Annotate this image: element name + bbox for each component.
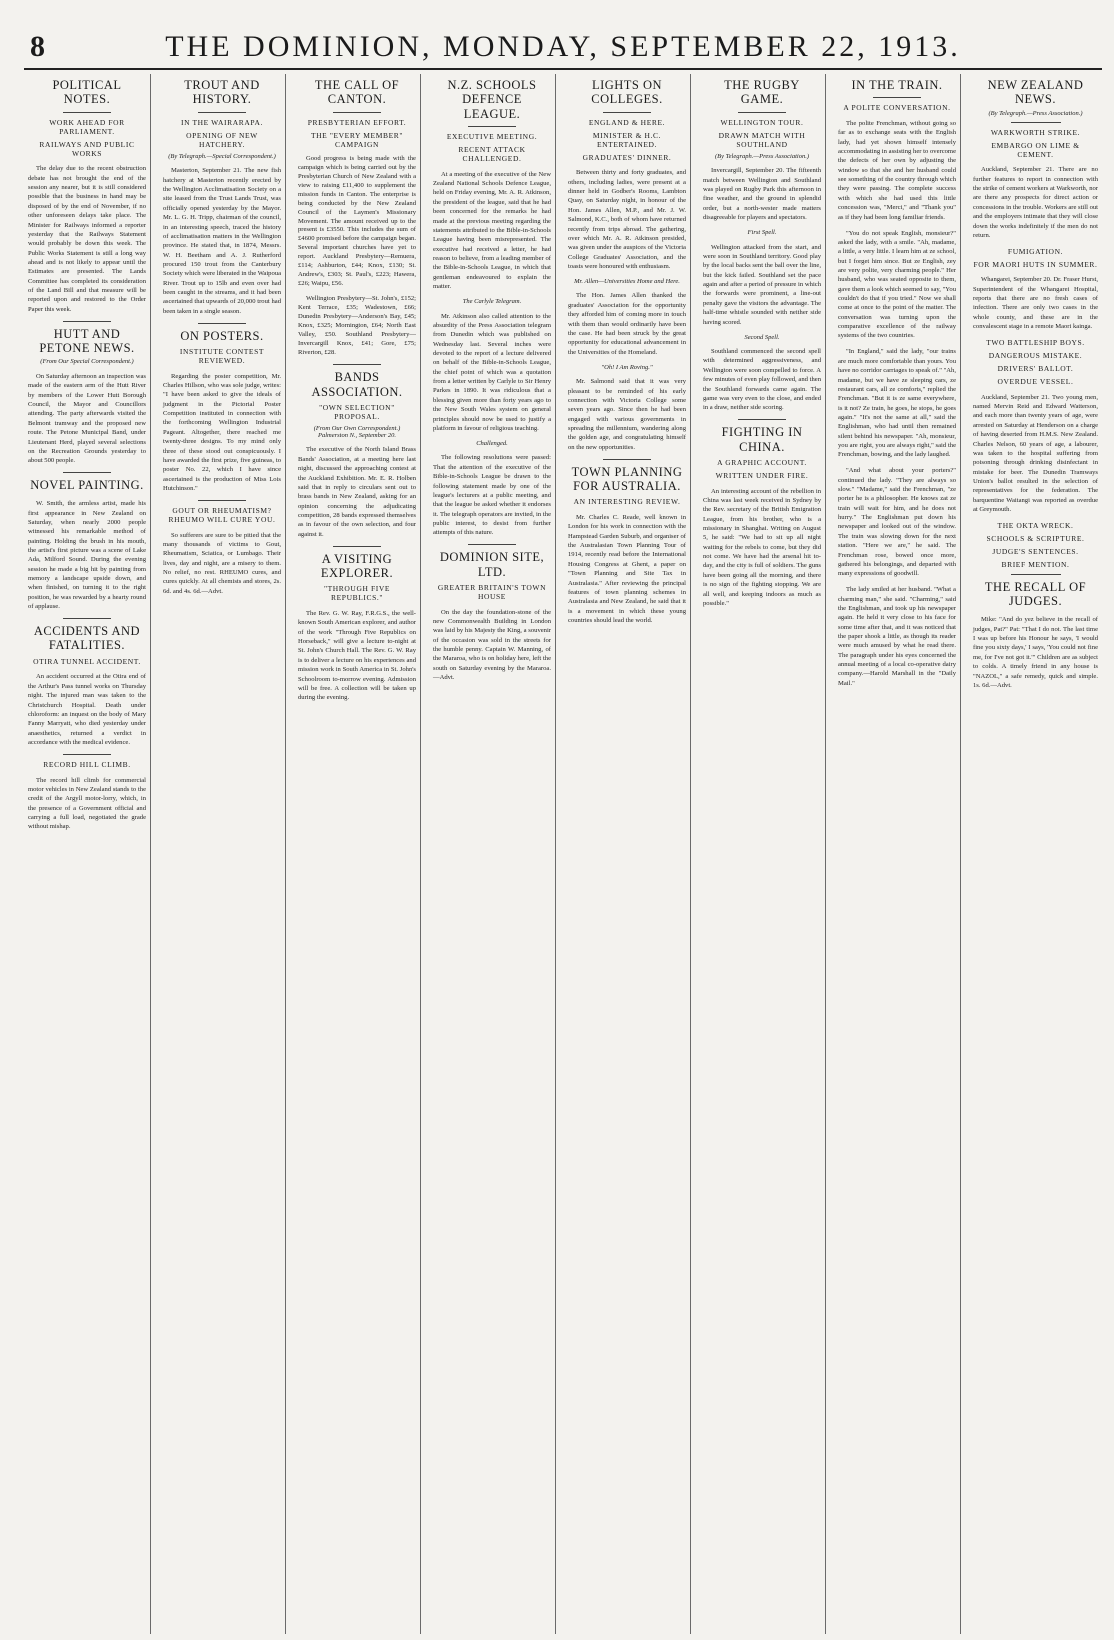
headline: THE RECALL OF JUDGES. — [984, 580, 1087, 609]
subheadline: WARKWORTH STRIKE. — [990, 127, 1081, 137]
section-heading: The Carlyle Telegram. — [462, 297, 522, 305]
subheadline: PRESBYTERIAN EFFORT. — [307, 117, 407, 127]
subheadline: SCHOOLS & SCRIPTURE. — [986, 534, 1085, 544]
subheadline: WORK AHEAD FOR PARLIAMENT. — [49, 117, 125, 136]
article-body: Wellington attacked from the start, and were soon in Southland territory. Good play by the local backs sent the ball over the line, but the kick failed. Southland set the pace again and after a period of pressure in which the forwards were prominent, a line-out penalty gave the visitors the advantage. The half-time whistle sounded with neither side having scored. — [703, 243, 821, 326]
divider — [63, 321, 110, 322]
advertisement-body: So sufferers are sure to be pitied that the many thousands of victims to Gout, Rheumatism, Sciatica, or Lumbago. Their lives, day and night, are a misery to them. No relief, no rest. RHEUMO cures, and cures quickly. At all chemists and stores, 2s. 6d. and 4s. 6d.—Advt. — [163, 531, 281, 595]
article-body: W. Smith, the armless artist, made his first appearance in New Zealand on Saturday, when nearly 2000 people witnessed his remarkable method of painting. Holding the brush in his mouth, the artist's first picture was a scene of Lake Ada, Milford Sound. During the evening session he made a big hit by painting from memory a landscape upside down, and when finished, on turning it to the right position, he was rewarded by a hearty round of applause. — [28, 500, 146, 611]
divider — [873, 97, 920, 98]
headline: N.Z. SCHOOLS DEFENCE LEAGUE. — [447, 78, 537, 121]
headline: A VISITING EXPLORER. — [320, 551, 394, 581]
article-body: "And what about your porters?" continued the lady. "They are always so slow." "Madame," said the Frenchman, "ze porter he is a philosopher. He knows zat ze train will wait for him, and he does not hurry." The Englishman put down his newspaper and looked out of the window. The train was slowing down for the next station. "Here we are," he said. The Frenchman rose, bowed once more, gathered his belongings, and departed with many expressions of goodwill. — [838, 467, 956, 578]
divider — [333, 364, 380, 365]
headline: POLITICAL NOTES. — [52, 78, 122, 107]
byline: (From Our Special Correspondent.) — [40, 358, 134, 366]
headline: IN THE TRAIN. — [851, 78, 943, 92]
headline: THE CALL OF CANTON. — [314, 78, 400, 107]
section-heading: "Oh! I Am Roving." — [601, 363, 653, 371]
section-heading: Mr. Allen—Universities Home and Here. — [574, 277, 680, 285]
newspaper-banner: THE DOMINION, MONDAY, SEPTEMBER 22, 1913. — [165, 30, 961, 63]
byline: (From Our Own Correspondent.) Palmerston N., September 20. — [313, 424, 401, 439]
advertisement-heading: GOUT OR RHEUMATISM? RHEUMO WILL CURE YOU. — [168, 505, 276, 524]
divider — [63, 472, 110, 473]
subheadline: INSTITUTE CONTEST REVIEWED. — [179, 347, 265, 366]
article-body: Mike: "And do yez believe in the recall of judges, Pat?" Pat: "That I do not. The last time I was up before his Honour he says, 'I would fine you sixty days,' I says, 'You could not fine me, for I've not got it.'" Children are as subject to colds. A timely friend in any house is "NAZOL," a safe remedy, quick and simple. 1s. 6d.—Advt. — [973, 616, 1098, 689]
subheadline: THE "EVERY MEMBER" CAMPAIGN — [310, 130, 404, 149]
divider — [468, 544, 515, 545]
subheadline: GRADUATES' DINNER. — [582, 152, 672, 162]
divider — [63, 618, 110, 619]
subheadline: "OWN SELECTION" PROPOSAL. — [319, 402, 395, 421]
column-trout-and-history — [159, 74, 286, 1634]
subheadline: DRIVERS' BALLOT. — [997, 364, 1074, 374]
subheadline: MINISTER & H.C. ENTERTAINED. — [592, 130, 662, 149]
column-new-zealand-news — [969, 74, 1102, 1634]
article-body: Masterton, September 21. The new fish hatchery at Masterton recently erected by the Wellington Acclimatisation Society on a site leased from the Trust Lands Trust, was officially opened yesterday by the Mayor. Mr. L. G. H. Tripp, chairman of the council, in an interesting speech, traced the history of acclimatisation matters in the Wellington province. He stated that, in 1874, Messrs. W. H. Beetham and A. J. Rutherford procured 150 trout from the Canterbury Society which were liberated in the Waipoua River. Trout up to 15lb and even over had been caught in the streams, and it had been ascertained that upwards of 20,000 trout had been taken in a single season. — [163, 167, 281, 315]
headline: FIGHTING IN CHINA. — [721, 425, 803, 454]
article-body: Wellington Presbytery—St. John's, £152; Kent Terrace, £35; Wadestown, £66; Dunedin Presbytery—Anderson's Bay, £45; Knox, £325; Mornington, £64; North East Valley, £50. Southland Presbytery—Invercargill Knox, £41; Gore, £75; Riverton, £28. — [298, 295, 416, 356]
page-number: 8 — [30, 30, 45, 63]
headline: THE RUGBY GAME. — [724, 78, 800, 107]
subheadline: RECENT ATTACK CHALLENGED. — [458, 145, 526, 164]
headline: NOVEL PAINTING. — [30, 478, 144, 493]
article-body: The polite Frenchman, without going so far as to exchange seats with the English lady, had yet shown himself intensely accommodating in assisting her to overcome the defects of her own by adjusting the window so that she and her husband could see something of the country through which they were passing. The complete success with which she had used this little concession was, "Merci," and "Thank you" as if they had been long familiar friends. — [838, 119, 956, 221]
article-body: Auckland, September 21. There are no further features to report in connection with the strike of cement workers at Warkworth, nor are there any prospects for direct action or concessions in the trouble. Workers are still out and the employers intimate that they will close down the works indefinitely if the men do not return. — [973, 166, 1098, 239]
subheadline: OVERDUE VESSEL. — [997, 377, 1074, 387]
subheadline: WRITTEN UNDER FIRE. — [715, 470, 809, 480]
subheadline: EXECUTIVE MEETING. — [446, 132, 538, 142]
column-in-the-train — [834, 74, 961, 1634]
divider — [198, 112, 245, 113]
headline: HUTT AND PETONE NEWS. — [39, 326, 135, 356]
divider — [333, 112, 380, 113]
subheadline: EMBARGO ON LIME & CEMENT. — [991, 140, 1080, 159]
column-lights-on-colleges — [564, 74, 691, 1634]
article-body: "You do not speak English, monsieur?" asked the lady, with a smile. "Ah, madame, a little, a very little. I learn him at ze school, but I forget him since. But ze English, zey are very polite, very charming people." Her husband, who was seated opposite to them, gave them a look which seemed to say, "You couldn't do that if you tried." Now we shall come at once to the point of the matter. The conversation was turning upon the comparative excellence of the railway systems of the two countries. — [838, 229, 956, 340]
article-body: Southland commenced the second spell with determined aggressiveness, and Wellington were soon compelled to force. A few minutes of even play followed, and then the Southland forwards came again. The game was very even to the close, and ended in a draw, neither side scoring. — [703, 348, 821, 412]
subheadline: IN THE WAIRARAPA. — [181, 117, 263, 127]
subheadline: DANGEROUS MISTAKE. — [988, 351, 1083, 361]
article-body: Mr. Charles C. Reade, well known in London for his work in connection with the Hampstead Garden Suburb, and organiser of the Australasian Town Planning Tour of 1914, recently read before the International Housing Congress at Ghent, a paper on "Town Planning and Site Tax in Australasia." After reviewing the principal features of town planning schemes in Australasia and New Zealand, he said that it is a movement in which these young countries should lead the world. — [568, 514, 686, 624]
article-body: Good progress is being made with the campaign which is being carried out by the Presbyterian Church of New Zealand with a view to raising £11,400 to supplement the mission funds in Canton. The enterprise is being conducted by the New Zealand Council of the Laymen's Missionary Movement. The amount received up to the present is £3550. This includes the sum of £4600 promised before the campaign began. Several important churches have yet to report. Auckland Presbytery—Remuera, £114; Ashburton, £44; Knox, £130; St. Andrew's, £303; St. Paul's, £223; Hawera, £26; Waipu, £56. — [298, 155, 416, 287]
subheadline: A GRAPHIC ACCOUNT. — [717, 457, 807, 467]
article-body: The Rev. G. W. Ray, F.R.G.S., the well-known South American explorer, and author of the work "Through Five Republics on Horseback," will give a lecture to-night at St. John's Church Hall. The Rev. G. W. Ray is to deliver a lecture on his experiences and mission work in South America in St. John's Schoolroom to-morrow evening. Admission will be free. A collection will be taken up during the evening. — [298, 610, 416, 702]
divider — [1011, 574, 1061, 575]
subheadline: JUDGE'S SENTENCES. — [992, 547, 1079, 557]
subheadline: FUMIGATION. — [1007, 246, 1064, 256]
subheadline: RECORD HILL CLIMB. — [43, 759, 131, 769]
article-body: On Saturday afternoon an inspection was made of the eastern arm of the Hutt River by members of the Lower Hutt Borough Council, the Mayor and Councillors attending. The party afterwards visited the Belmont tramway and the proposed new route. The Petone Municipal Band, under Lieutenant Herd, played several selections on the Recreation Grounds yesterday to about 500 people. — [28, 373, 146, 465]
headline: ACCIDENTS AND FATALITIES. — [33, 624, 141, 653]
divider — [63, 112, 110, 113]
article-body: The Hon. James Allen thanked the graduates' Association for the opportunity they afforded him of coming more in touch with them than would ordinarily have been the case. He had been struck by the great opportunity for educational advancement in the Universities of the Homeland. — [568, 292, 686, 356]
article-body: Invercargill, September 20. The fifteenth match between Wellington and Southland was played on Rugby Park this afternoon in fine weather, and the ground in splendid order, but a north-wester made matters disagreeable for players and spectators. — [703, 167, 821, 222]
subheadline: "THROUGH FIVE REPUBLICS." — [323, 584, 391, 603]
headline: ON POSTERS. — [180, 328, 264, 343]
subheadline: WELLINGTON TOUR. — [720, 117, 804, 127]
article-body: Mr. Salmond said that it was very pleasant to be reminded of his early connection with Victoria College some seven years ago. Since then he had been engaged with various governments in spreading the millennium, wandering along the golden age, and congratulating himself on the new opportunities. — [568, 378, 686, 451]
subheadline: THE OKTA WRECK. — [997, 521, 1074, 531]
divider — [198, 323, 245, 324]
divider — [603, 112, 650, 113]
article-body: The record hill climb for commercial motor vehicles in New Zealand stands to the credit of the Argyll motor-lorry, which, in the presence of a Government official and carrying a full load, negotiated the grade without mishap. — [28, 776, 146, 831]
column-rugby-game — [699, 74, 826, 1634]
article-body: The lady smiled at her husband. "What a charming man," she said. "Charming," said the Englishman, and took up his newspaper again. He held it very close to his face for some time after that, and it was noticed that the paper shook a little, as though its reader were much amused by what he read there. The paragraph under his eyes concerned the annual meeting of a local co-operative dairy company.—Harold Marshall in the "Daily Mail." — [838, 586, 956, 687]
section-heading: Challenged. — [476, 439, 508, 447]
article-body: Mr. Atkinson also called attention to the absurdity of the Press Association telegram from Dunedin which was published on Wednesday last. Several inches were devoted to the report of a lecture delivered on behalf of the Bible-in-Schools League, the chief point of which was a quotation from a letter written by Carlyle to Sir Henry Parkes in 1890. It was ridiculous that a blessing given more than forty years ago to the New South Wales system on general principles should now be used to justify a platform in favour of religious teaching. — [433, 312, 551, 432]
subheadline: ENGLAND & HERE. — [588, 117, 666, 127]
subheadline: BRIEF MENTION. — [1001, 560, 1070, 570]
divider — [333, 546, 380, 547]
section-heading: First Spell. — [747, 229, 777, 237]
article-body: Auckland, September 21. Two young men, named Mervin Reid and Edward Watterson, and each more than twenty years of age, were arrested on Saturday at Henderson on a charge of having deserted from H.M.S. New Zealand. Charles Nelson, 60 years of age, a labourer, was taken to the hospital suffering from poisoning through drinking disinfectant in mistake for beer. The Dunedin Tramways Union's ballot resulted in the selection of representatives for the federation. The barquentine Waitangi was reported as overdue at Greymouth. — [973, 393, 1098, 514]
article-body: Between thirty and forty graduates, and others, including ladies, were present at a dinner held in Godber's Rooms, Lambton Quay, on Saturday night, in honour of the Hon. James Allen, M.P., and Mr. J. W. Salmond, K.C., both of whom have returned recently from trips abroad. The gathering, over which Mr. A. R. Atkinson presided, was given under the auspices of the Victoria College Graduates' Association, and the toasts were honoured with enthusiasm. — [568, 169, 686, 270]
divider — [738, 112, 785, 113]
article-body: "In England," said the lady, "our trains are much more comfortable than yours. You have no corridor carriages to speak of." "Ah, madame, but we have ze sleeping cars, ze restaurant cars, all ze comforts," replied the Frenchman. "But it is ze same everywhere, is it not? Ze train, he goes, he stops, he goes again." "It's not the same at all," said the Englishman, who had until then remained silent behind his newspaper. "Ah, monsieur, you are right, you are always right," said the Frenchman, bowing, and the lady laughed. — [838, 348, 956, 459]
subheadline: DRAWN MATCH WITH SOUTHLAND — [718, 130, 806, 149]
article-body: An accident occurred at the Otira end of the Arthur's Pass tunnel works on Thursday night. The injured man was taken to the Christchurch Hospital. Death under chloroform: an inquest on the body of Mary Fanny Marryatt, who died yesterday under anaesthetics, returned a verdict in accordance with the medical evidence. — [28, 673, 146, 746]
divider — [198, 500, 245, 501]
article-body: Regarding the poster competition, Mr. Charles Hillson, who was sole judge, writes: "I have been asked to give the ideals of judgment in the Pictorial Poster Competition instituted in connection with the forthcoming Wellington Industrial Pageant. Altogether, there reached me twenty-three designs. To my mind only three of these stood out conspicuously. I have awarded the first prize, five guineas, to poster No. 22, which I have since ascertained is the production of Miss Lois Hutchinson." — [163, 372, 281, 492]
article-body: The following resolutions were passed: That the attention of the executive of the Bible-in-Schools League be drawn to the following statement made by one of the league's lecturers at a public meeting, and that the league be asked whether it endorses it. The telegraph operators are invited, in the public interest, to desist from further attempts of this nature. — [433, 454, 551, 537]
subheadline: OPENING OF NEW HATCHERY. — [186, 130, 258, 149]
subheadline: AN INTERESTING REVIEW. — [573, 497, 681, 507]
divider — [1011, 122, 1061, 123]
article-body: The delay due to the recent obstruction debate has not brought the end of the session any nearer, but it is still considered possible that the business in hand may be disposed of by the end of November, if no other unforeseen delays take place. The Minister for Railways informed a reporter yesterday that the Railways Statement would probably be down this week. The Public Works Statement is still a long way ahead and is not likely to appear until the Estimates are presented. The Lands Committee has completed its consideration of the Land Bill and that measure will be reported upon and restored to the Order Paper this week. — [28, 165, 146, 313]
subheadline: OTIRA TUNNEL ACCIDENT. — [33, 656, 141, 666]
article-body: On the day the foundation-stone of the new Commonwealth Building in London was laid by his Majesty the King, a souvenir of the occasion was sold in the streets for the humble penny. Captain W. Manning, of the Mararoa, who is on holiday here, left the south on Saturday evening by the Mararoa.—Advt. — [433, 608, 551, 682]
article-columns — [24, 74, 1102, 1634]
headline: LIGHTS ON COLLEGES. — [591, 78, 663, 107]
headline: DOMINION SITE, LTD. — [439, 550, 545, 579]
headline: TROUT AND HISTORY. — [184, 78, 260, 107]
headline: TOWN PLANNING FOR AUSTRALIA. — [571, 464, 683, 494]
subheadline: FOR MAORI HUTS IN SUMMER. — [973, 259, 1098, 269]
subheadline: A POLITE CONVERSATION. — [843, 103, 951, 113]
article-body: The executive of the North Island Brass Bands' Association, at a meeting here last night, discussed the approaching contest at the Auckland Exhibition. Mr. E. R. Holben said that in reply to circulars sent out to brass bands in New Zealand, asking for an opinion concerning the adjudicating competition, 28 bands expressed themselves as in favour of the own selection, and four against it. — [298, 446, 416, 538]
column-schools-defence-league — [429, 74, 556, 1634]
article-body: At a meeting of the executive of the New Zealand National Schools Defence League, held on Friday evening, Mr. A. R. Atkinson, the president of the league, said that he had been concerned for the remarks he had made at the previous meeting regarding the statements attributed to the Bible-in-Schools League having been misrepresented. The executive had received a letter, he had reason to believe, from a leading member of the Bible-in-Schools League, in which that gentleman endeavoured to explain the matter. — [433, 170, 551, 291]
subheadline: GREATER BRITAIN'S TOWN HOUSE — [437, 583, 547, 602]
article-body: Whangarei, September 20. Dr. Fraser Hurst, Superintendent of the Whangarei Hospital, reports that there are no fresh cases of infection. There are only two cases in the whole county, and these are in the convalescent stage in a remote Maori kainga. — [973, 276, 1098, 331]
masthead — [24, 30, 1102, 70]
headline: BANDS ASSOCIATION. — [311, 370, 403, 399]
divider — [603, 459, 650, 460]
byline: (By Telegraph.—Press Association.) — [714, 152, 809, 160]
column-call-of-canton — [294, 74, 421, 1634]
byline: (By Telegraph.—Press Association.) — [988, 109, 1083, 117]
headline: NEW ZEALAND NEWS. — [987, 78, 1084, 107]
divider — [468, 126, 515, 127]
subheadline: RAILWAYS AND PUBLIC WORKS — [39, 139, 135, 158]
divider — [63, 754, 110, 755]
column-political-notes — [24, 74, 151, 1634]
divider — [738, 419, 785, 420]
article-body: An interesting account of the rebellion in China was last week received in Sydney by the Rev. secretary of the British Emigration League, from his brother, who is a missionary in Shanghai. Writing on August 5, he said: "We had to sit up all night waiting for the rebels to come, but they did not come. We have had the arsenal hit to-day, and the city is full of soldiers. The guns have been going all the morning, and there is no sign of the fighting stopping. We are all well, and keeping indoors as much as possible." — [703, 487, 821, 607]
section-heading: Second Spell. — [744, 333, 780, 341]
subheadline: TWO BATTLESHIP BOYS. — [986, 338, 1085, 348]
byline: (By Telegraph.—Special Correspondent.) — [168, 152, 276, 160]
